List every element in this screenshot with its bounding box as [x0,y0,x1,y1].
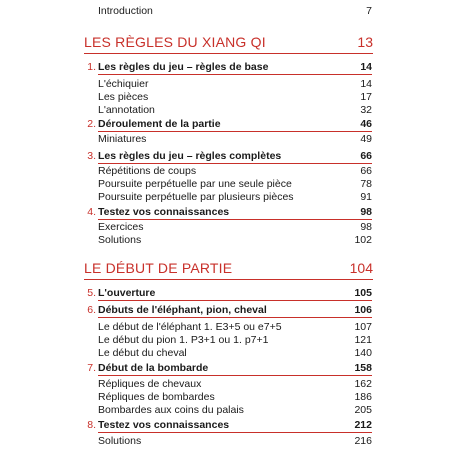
chapter-underline [98,74,372,75]
entry-title: Le début du pion 1. P3+1 ou 1. p7+1 [98,334,269,346]
entry-title: Les pièces [98,91,149,103]
toc-chapter-3[interactable] [98,149,372,163]
toc-entry[interactable] [98,233,372,247]
toc-chapter-5[interactable] [98,286,372,300]
chapter-number: 6. [87,304,96,316]
entry-page: 186 [354,391,372,403]
entry-title: Exercices [98,221,144,233]
toc-entry[interactable] [98,77,372,91]
toc-entry[interactable] [98,190,372,204]
toc-entry[interactable] [98,377,372,391]
entry-page: 162 [354,378,372,390]
section-heading-regles[interactable] [84,33,373,54]
toc-entry[interactable] [98,320,372,334]
entry-page: 78 [360,178,372,190]
chapter-number: 5. [87,287,96,299]
entry-title: Répliques de chevaux [98,378,202,390]
toc-entry[interactable] [98,132,372,146]
toc-entry[interactable] [98,220,372,234]
entry-title: Miniatures [98,133,147,145]
chapter-underline [98,375,372,376]
chapter-title: Testez vos connaissances [98,419,230,431]
section-title: LES RÈGLES DU XIANG QI [84,34,266,50]
toc-entry[interactable] [98,434,372,448]
entry-title: L'échiquier [98,78,149,90]
toc-chapter-6[interactable] [98,303,372,317]
chapter-title: Testez vos connaissances [98,206,230,218]
entry-page: 98 [360,221,372,233]
chapter-underline [98,432,372,433]
chapter-title: Les règles du jeu – règles de base [98,61,269,73]
entry-title: Le début du cheval [98,347,187,359]
entry-page: 102 [354,234,372,246]
chapter-page: 106 [354,304,372,316]
entry-page: 32 [360,104,372,116]
toc-entry[interactable] [98,177,372,191]
chapter-number: 7. [87,362,96,374]
entry-page: 107 [354,321,372,333]
entry-page: 140 [354,347,372,359]
chapter-page: 46 [360,118,372,130]
chapter-title: Débuts de l'éléphant, pion, cheval [98,304,267,316]
chapter-number: 4. [87,206,96,218]
chapter-page: 105 [354,287,372,299]
entry-title: Solutions [98,435,142,447]
chapter-title: L'ouverture [98,287,156,299]
chapter-page: 66 [360,150,372,162]
toc-chapter-7[interactable] [98,361,372,375]
section-page: 104 [349,260,373,276]
entry-title: Répétitions de coups [98,165,197,177]
entry-title: Poursuite perpétuelle par une seule pièce [98,178,292,190]
chapter-title: Début de la bombarde [98,362,209,374]
entry-page: 17 [360,91,372,103]
toc-entry[interactable] [98,403,372,417]
toc-chapter-8[interactable] [98,418,372,432]
chapter-page: 158 [354,362,372,374]
entry-page: 7 [366,5,372,17]
entry-page: 205 [354,404,372,416]
entry-title: Répliques de bombardes [98,391,215,403]
entry-page: 66 [360,165,372,177]
chapter-number: 2. [87,118,96,130]
entry-title: L'annotation [98,104,155,116]
entry-title: Introduction [98,5,153,17]
toc-chapter-1[interactable] [98,60,372,74]
toc-entry[interactable] [98,103,372,117]
chapter-number: 3. [87,150,96,162]
chapter-page: 14 [360,61,372,73]
chapter-title: Les règles du jeu – règles complètes [98,150,282,162]
entry-title: Le début de l'éléphant 1. E3+5 ou e7+5 [98,321,282,333]
section-heading-debut[interactable] [84,259,373,280]
toc-entry[interactable] [98,333,372,347]
entry-title: Solutions [98,234,142,246]
chapter-underline [98,300,372,301]
toc-entry[interactable] [98,90,372,104]
toc-entry[interactable] [98,390,372,404]
chapter-page: 212 [354,419,372,431]
entry-page: 14 [360,78,372,90]
toc-chapter-4[interactable] [98,205,372,219]
toc-entry-introduction[interactable] [98,4,372,18]
chapter-number: 1. [87,61,96,73]
chapter-underline [98,317,372,318]
toc-chapter-2[interactable] [98,117,372,131]
entry-page: 216 [354,435,372,447]
entry-title: Poursuite perpétuelle par plusieurs pièces [98,191,294,203]
entry-title: Bombardes aux coins du palais [98,404,244,416]
toc-entry[interactable] [98,346,372,360]
section-title: LE DÉBUT DE PARTIE [84,260,233,276]
chapter-title: Déroulement de la partie [98,118,221,130]
entry-page: 91 [360,191,372,203]
entry-page: 49 [360,133,372,145]
toc-entry[interactable] [98,164,372,178]
chapter-page: 98 [360,206,372,218]
chapter-number: 8. [87,419,96,431]
section-page: 13 [357,34,373,50]
entry-page: 121 [354,334,372,346]
